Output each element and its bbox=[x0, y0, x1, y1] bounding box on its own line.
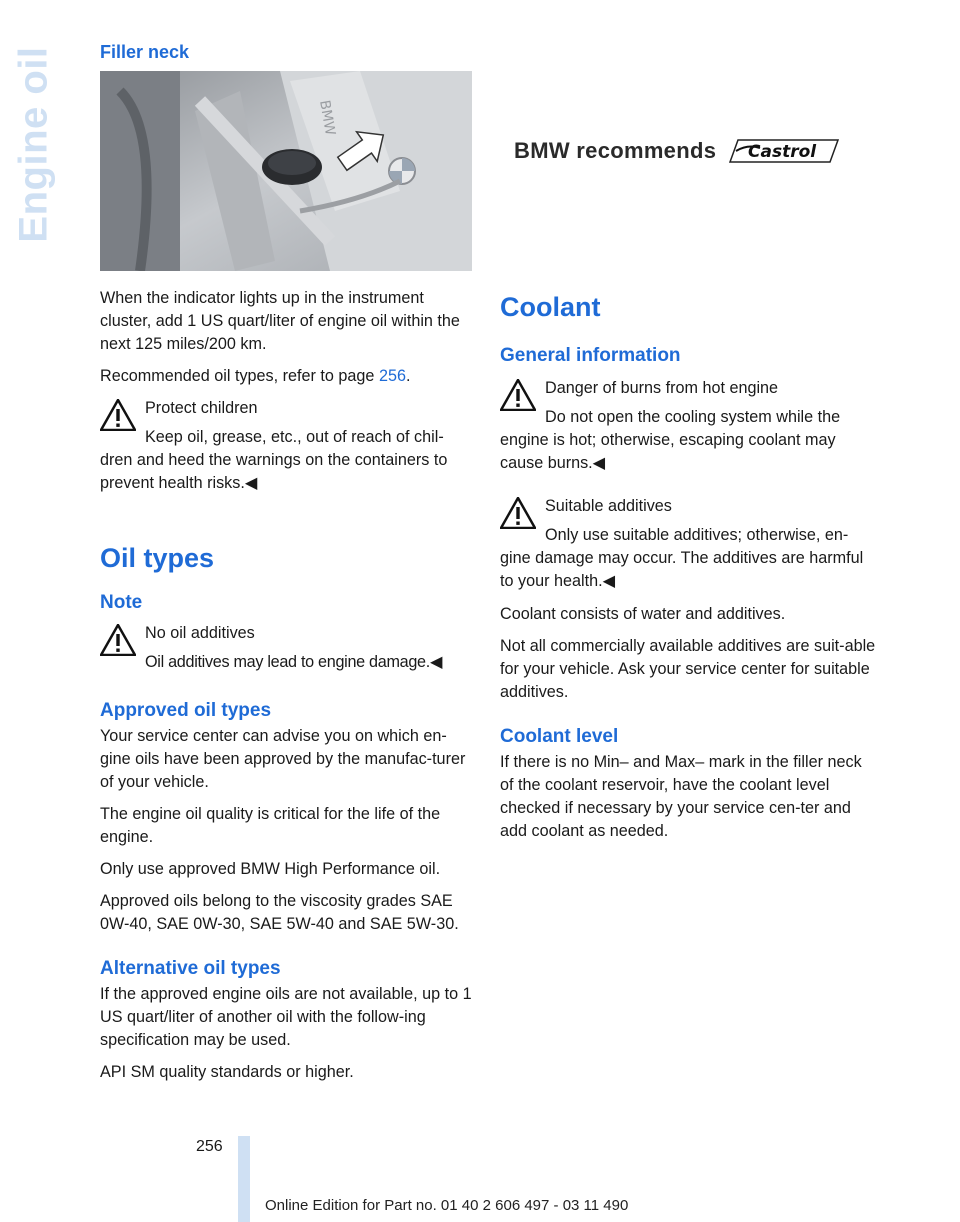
page-number: 256 bbox=[196, 1138, 223, 1155]
note-heading: Note bbox=[100, 592, 143, 613]
coolant-p1: Coolant consists of water and additives. bbox=[500, 605, 786, 623]
warning-protect-children bbox=[100, 397, 472, 495]
warning-suitable-additives bbox=[500, 495, 876, 593]
warning-title: Protect children bbox=[145, 399, 258, 417]
warning-hot-engine bbox=[500, 377, 876, 475]
coolant-p2: Not all commercially available additives are suit-able for your vehicle. Ask your service center for suitable additives. bbox=[500, 637, 876, 701]
general-information-heading: General information bbox=[500, 345, 681, 366]
approved-oil-types-heading: Approved oil types bbox=[100, 700, 272, 721]
warning-triangle-icon bbox=[500, 379, 536, 411]
coolant-level-heading: Coolant level bbox=[500, 726, 619, 747]
filler-neck-heading: Filler neck bbox=[100, 42, 190, 62]
side-tab-label: Engine oil bbox=[11, 45, 56, 243]
warning-no-oil-additives bbox=[100, 622, 472, 674]
warning-title: No oil additives bbox=[145, 624, 255, 642]
castrol-logo bbox=[728, 138, 840, 164]
warning-body: Keep oil, grease, etc., out of reach of chil-dren and heed the warnings on the containers to prevent health risks.◀ bbox=[100, 428, 448, 492]
filler-neck-figure bbox=[100, 71, 472, 271]
bmw-recommends-text: BMW recommends bbox=[514, 138, 717, 163]
bmw-recommends-castrol bbox=[514, 134, 874, 168]
footer-edition: Online Edition for Part no. 01 40 2 606 497 - 03 11 490 bbox=[265, 1197, 629, 1214]
warning-body: Oil additives may lead to engine damage.◀ bbox=[145, 653, 443, 671]
alternative-p1: If the approved engine oils are not available, up to 1 US quart/liter of another oil with the follow-ing specification may be used. bbox=[100, 985, 472, 1049]
warning-triangle-icon bbox=[500, 497, 536, 529]
right-column bbox=[500, 292, 876, 852]
coolant-heading: Coolant bbox=[500, 292, 601, 322]
approved-p2: The engine oil quality is critical for the life of the engine. bbox=[100, 805, 441, 846]
warning-body: Do not open the cooling system while the engine is hot; otherwise, escaping coolant may cause burns.◀ bbox=[500, 408, 841, 472]
page-256-link[interactable]: 256 bbox=[378, 367, 406, 385]
alternative-p2: API SM quality standards or higher. bbox=[100, 1063, 354, 1081]
approved-p4: Approved oils belong to the viscosity grades SAE 0W-40, SAE 0W-30, SAE 5W-40 and SAE 5W-30. bbox=[100, 892, 459, 933]
recommended-suffix: . bbox=[405, 367, 411, 385]
alternative-oil-types-heading: Alternative oil types bbox=[100, 958, 281, 979]
warning-triangle-icon bbox=[100, 624, 136, 656]
svg-text:BMW: BMW bbox=[316, 98, 338, 137]
approved-p1: Your service center can advise you on which en-gine oils have been approved by the manufac-turer of your vehicle. bbox=[100, 727, 466, 791]
coolant-level-p: If there is no Min– and Max– mark in the filler neck of the coolant reservoir, have the coolant level checked if necessary by your service cen-ter and add coolant as needed. bbox=[500, 753, 862, 840]
side-tab bbox=[0, 44, 68, 244]
warning-body: Only use suitable additives; otherwise, en-gine damage may occur. The additives are harmful to your health.◀ bbox=[500, 526, 864, 590]
warning-title: Suitable additives bbox=[545, 497, 672, 515]
castrol-logo-text: Castrol bbox=[748, 142, 817, 162]
warning-title: Danger of burns from hot engine bbox=[545, 379, 779, 397]
approved-p3: Only use approved BMW High Performance oil. bbox=[100, 860, 441, 878]
left-column bbox=[100, 42, 472, 1093]
recommended-paragraph bbox=[100, 365, 472, 388]
footer-bar bbox=[238, 1136, 250, 1222]
warning-triangle-icon bbox=[100, 399, 136, 431]
oil-types-heading: Oil types bbox=[100, 543, 215, 573]
indicator-paragraph: When the indicator lights up in the instrument cluster, add 1 US quart/liter of engine oil within the next 125 miles/200 km. bbox=[100, 289, 460, 353]
recommended-text: Recommended oil types, refer to page bbox=[100, 367, 379, 385]
